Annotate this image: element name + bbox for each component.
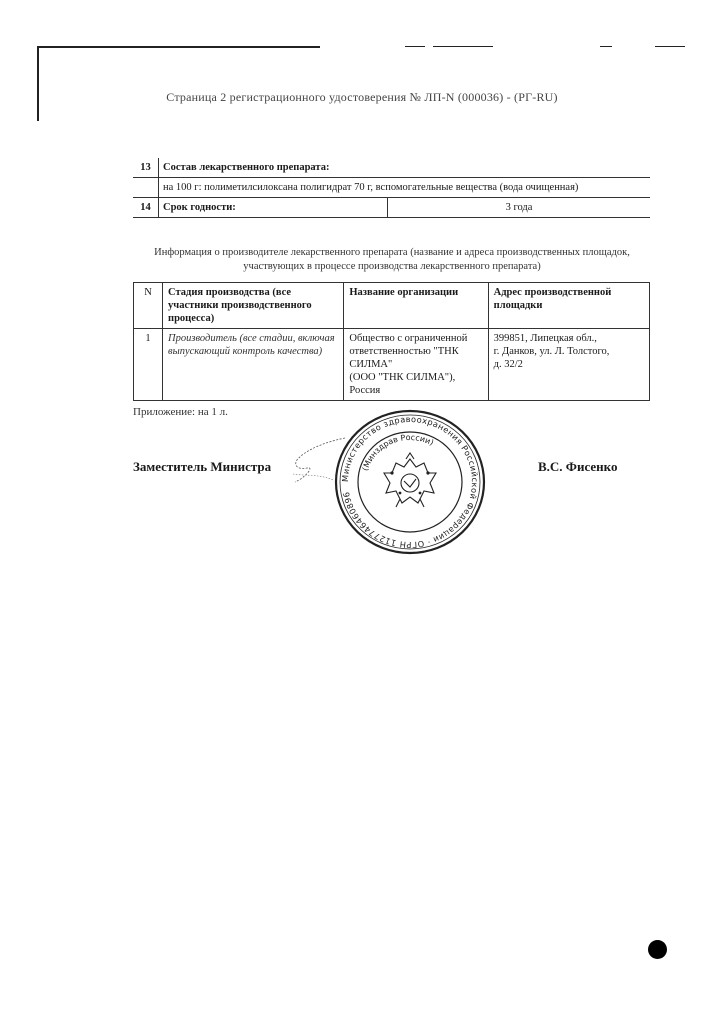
shelf-life-label: Срок годности: xyxy=(159,198,388,218)
manufacturer-table xyxy=(133,282,650,401)
row-number: 14 xyxy=(133,198,159,218)
table-row xyxy=(134,329,650,401)
manufacturer-info-heading: Информация о производителе лекарственного препарата (название и адреса производственных площадок, участвующих в процессе производства лекарственного препарата) xyxy=(154,247,630,272)
column-header-address: Адрес производственной площадки xyxy=(488,283,649,329)
row-number: 13 xyxy=(133,158,159,178)
composition-content: на 100 г: полиметилсилоксана полигидрат 70 г, вспомогательные вещества (вода очищенная) xyxy=(159,178,651,198)
scan-artifact-top-line xyxy=(405,46,425,47)
composition-table xyxy=(133,158,650,218)
stage-cell: Производитель (все стадии, включая выпускающий контроль качества) xyxy=(163,329,344,401)
column-header-n: N xyxy=(134,283,163,329)
scan-artifact-top-line xyxy=(37,46,320,48)
column-header-organization: Название организации xyxy=(344,283,488,329)
organization-cell: Общество с ограниченной ответственностью "ТНК СИЛМА" (ООО "ТНК СИЛМА"), Россия xyxy=(344,329,488,401)
scan-artifact-left-line xyxy=(37,46,39,121)
page-header: Страница 2 регистрационного удостоверения № ЛП-N (000036) - (РГ-RU) xyxy=(166,90,558,104)
column-header-stage: Стадия производства (все участники производственного процесса) xyxy=(163,283,344,329)
scan-artifact-top-line xyxy=(655,46,685,47)
appendix-note: Приложение: на 1 л. xyxy=(133,406,228,418)
signer-name: В.С. Фисенко xyxy=(538,459,618,474)
table-row xyxy=(133,198,650,218)
shelf-life-value: 3 года xyxy=(388,198,651,218)
scan-artifact-top-line xyxy=(600,46,612,47)
scan-dot xyxy=(648,940,667,959)
official-seal xyxy=(330,407,490,557)
signer-title: Заместитель Министра xyxy=(133,459,272,474)
scan-artifact-top-line xyxy=(433,46,493,47)
svg-text:(Минздрав России): (Минздрав России) xyxy=(360,432,436,472)
row-number: 1 xyxy=(134,329,163,401)
composition-label: Состав лекарственного препарата: xyxy=(159,158,651,178)
address-cell: 399851, Липецкая обл., г. Данков, ул. Л. Толстого, д. 32/2 xyxy=(488,329,649,401)
eagle-emblem-icon xyxy=(384,453,436,507)
svg-text:Министерство здравоохранения Р: Министерство здравоохранения Российской Федерации · ОГРН 1127746460896 xyxy=(339,413,481,551)
table-row xyxy=(133,158,650,178)
table-header-row xyxy=(134,283,650,329)
table-row xyxy=(133,178,650,198)
